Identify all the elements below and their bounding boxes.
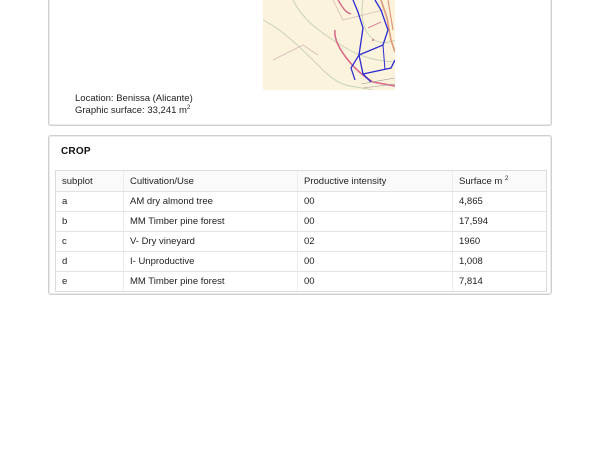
location-panel (48, 0, 552, 126)
cell-subplot: b (56, 212, 124, 232)
table-row (56, 252, 546, 272)
cell-intensity: 00 (298, 272, 453, 291)
header-subplot: subplot (56, 171, 124, 192)
crop-table-header-row (56, 171, 546, 192)
cell-intensity: 02 (298, 232, 453, 252)
cell-subplot: d (56, 252, 124, 272)
header-surface-exponent: 2 (504, 175, 509, 182)
cell-cultivation: AM dry almond tree (124, 192, 298, 212)
cell-cultivation: MM Timber pine forest (124, 272, 298, 291)
cell-cultivation: MM Timber pine forest (124, 212, 298, 232)
header-intensity: Productive intensity (298, 171, 453, 192)
cell-subplot: a (56, 192, 124, 212)
crop-title: CROP (61, 146, 91, 157)
graphic-surface-unit-exponent: 2 (186, 105, 191, 111)
cell-intensity: 00 (298, 252, 453, 272)
graphic-surface-value: Graphic surface: 33,241 m (75, 105, 187, 116)
table-row (56, 212, 546, 232)
graphic-surface-text (75, 105, 190, 116)
table-row (56, 272, 546, 291)
cell-subplot: c (56, 232, 124, 252)
cell-cultivation: V- Dry vineyard (124, 232, 298, 252)
cadastral-map-graphic (263, 0, 395, 90)
cell-surface: 7,814 (459, 276, 483, 287)
cell-cultivation: I- Unproductive (124, 252, 298, 272)
header-cultivation: Cultivation/Use (124, 171, 298, 192)
cell-subplot: e (56, 272, 124, 291)
crop-table (55, 170, 547, 292)
table-row (56, 192, 546, 212)
cell-intensity: 00 (298, 192, 453, 212)
crop-panel (48, 135, 552, 295)
header-surface-label: Surface m (459, 175, 503, 187)
cell-surface: 17,594 (453, 212, 546, 232)
cell-surface: 1960 (453, 232, 546, 252)
cadastral-map (263, 0, 395, 90)
header-surface (453, 171, 546, 192)
table-row (56, 232, 546, 252)
cell-surface: 1,008 (453, 252, 546, 272)
cell-surface: 4,865 (453, 192, 546, 212)
cell-intensity: 00 (298, 212, 453, 232)
location-text: Location: Benissa (Alicante) (75, 93, 193, 104)
